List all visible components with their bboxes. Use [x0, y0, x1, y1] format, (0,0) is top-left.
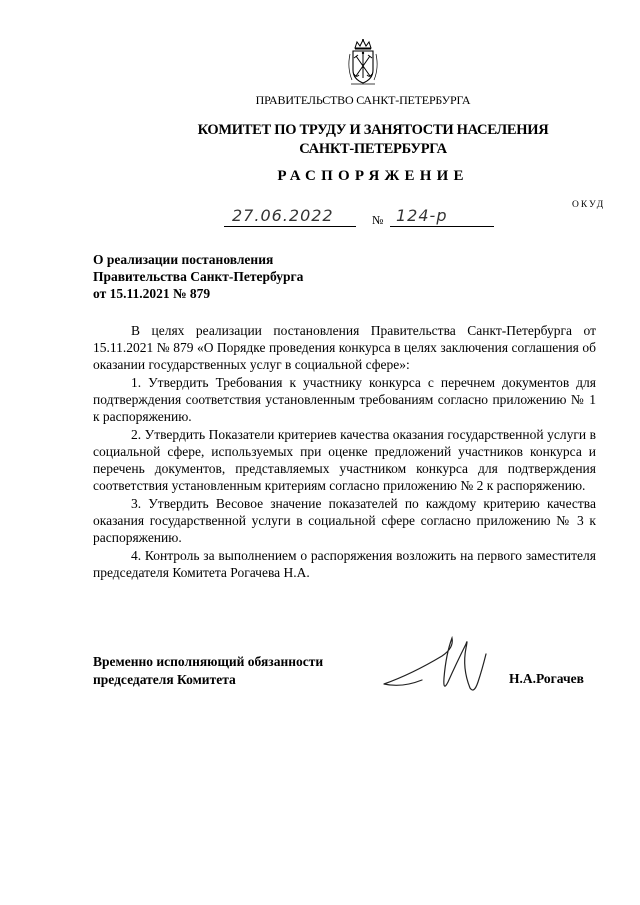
subject-line3: от 15.11.2021 № 879	[93, 286, 211, 301]
document-body	[93, 322, 596, 582]
body-intro: В целях реализации постановления Правительства Санкт-Петербурга от 15.11.2021 № 879 «О Порядке проведения конкурса в целях заключения соглашения об оказании государственных услуг в социальной сфере»:	[93, 323, 596, 372]
committee-name-line1: КОМИТЕТ ПО ТРУДУ И ЗАНЯТОСТИ НАСЕЛЕНИЯ	[197, 122, 549, 138]
document-type-title: РАСПОРЯЖЕНИЕ	[277, 168, 469, 184]
body-item-2: 2. Утвердить Показатели критериев качества оказания государственной услуги в социальной сфере, используемых при оценке предложений участников конкурса и перечень документов, представляемых участником конкурса для подтверждения соответствия установленным критериям согласно приложению № 2 к распоряжению.	[93, 427, 596, 493]
committee-name-line2: САНКТ-ПЕТЕРБУРГА	[299, 141, 447, 157]
subject-line2: Правительства Санкт-Петербурга	[93, 269, 304, 284]
body-item-3: 3. Утвердить Весовое значение показателей по каждому критерию качества оказания государственной услуги в социальной сфере согласно приложению № 3 к распоряжению.	[93, 496, 596, 545]
document-subject	[93, 251, 303, 302]
signatory-name: Н.А.Рогачев	[509, 671, 584, 686]
signatory-title-line1: Временно исполняющий обязанности	[93, 654, 324, 669]
subject-line1: О реализации постановления	[93, 252, 274, 267]
body-item-1: 1. Утвердить Требования к участнику конкурса с перечнем документов для подтверждения соответствия установленным требованиям согласно приложению № 1 к распоряжению.	[93, 375, 596, 424]
body-item-4: 4. Контроль за выполнением о распоряжения возложить на первого заместителя председателя Комитета Рогачева Н.А.	[93, 548, 596, 580]
registration-number: 124-р	[396, 206, 448, 225]
date-underline	[224, 226, 356, 227]
number-sign: №	[372, 213, 384, 227]
registration-date: 27.06.2022	[232, 206, 334, 225]
government-name: ПРАВИТЕЛЬСТВО САНКТ-ПЕТЕРБУРГА	[255, 93, 471, 107]
signatory-title-line2: председателя Комитета	[93, 672, 236, 687]
committee-name	[0, 121, 640, 159]
handwritten-signature	[382, 634, 502, 696]
signatory-title	[93, 653, 323, 689]
number-underline	[390, 226, 494, 227]
st-petersburg-coat-of-arms-icon	[344, 38, 382, 88]
okud-label: ОКУД	[572, 200, 606, 210]
